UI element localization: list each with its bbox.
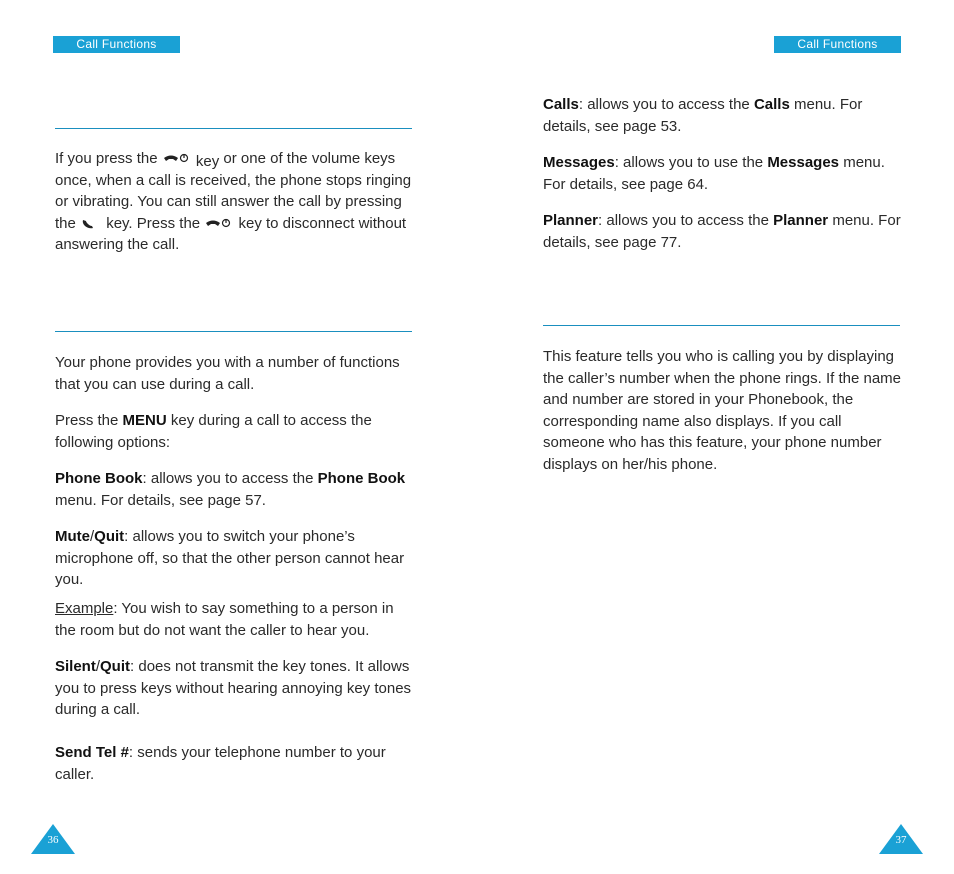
option-title: Send Tel # bbox=[55, 744, 129, 761]
option-title: Phone Book bbox=[55, 470, 143, 487]
reject-text: If you press the bbox=[55, 150, 158, 167]
end-power-key-icon bbox=[204, 218, 234, 230]
text: Press the bbox=[55, 412, 119, 429]
example-paragraph bbox=[55, 598, 415, 641]
page-number-right bbox=[879, 824, 923, 854]
key-label: key. bbox=[106, 214, 133, 232]
reject-text: Press the bbox=[136, 214, 201, 232]
option-phone-book bbox=[55, 468, 415, 511]
option-silent-quit: Silent/Quit: does not transmit the key tones. It allows you to press keys without hearing annoying key tones during a call. bbox=[55, 658, 412, 718]
send-key-icon bbox=[80, 218, 102, 230]
section-divider bbox=[55, 128, 412, 129]
text: : does not transmit the key tones. It allows you to press keys without hearing annoying key tones during a call. bbox=[55, 658, 412, 718]
options-intro: Your phone provides you with a number of functions that you can use during a call. bbox=[55, 354, 400, 393]
menu-key-paragraph bbox=[55, 410, 415, 453]
option-calls bbox=[543, 94, 903, 137]
option-title: Quit bbox=[94, 528, 125, 545]
section-divider bbox=[543, 325, 900, 326]
right-header-tab: Call Functions bbox=[774, 36, 901, 53]
reject-text: key to disconnect without answering the call. bbox=[55, 214, 407, 253]
option-send-tel bbox=[55, 742, 415, 785]
end-power-key-icon bbox=[162, 153, 192, 165]
menu-name: Planner bbox=[773, 212, 829, 229]
reject-call-paragraph bbox=[55, 148, 415, 256]
text: : You wish to say something to a person in the room but do not want the caller to hear you. bbox=[55, 600, 394, 639]
text: menu. For details, see page 77. bbox=[543, 212, 901, 251]
text: key during a call to access the following options: bbox=[55, 412, 372, 451]
text: : allows you to switch your phone’s microphone off, so that the other person cannot hear you. bbox=[55, 528, 405, 588]
example-label: Example bbox=[55, 600, 114, 617]
reject-text: or one of the volume keys once, when a call is received, the phone stops ringing or vibrating. You can still answer the call by pressing the bbox=[55, 150, 412, 232]
option-title: Messages bbox=[543, 154, 615, 171]
text: menu. For details, see page 57. bbox=[55, 491, 266, 509]
option-messages bbox=[543, 152, 903, 195]
menu-name: Calls bbox=[753, 96, 790, 113]
option-title: Silent bbox=[55, 658, 96, 675]
text: : allows you to access the bbox=[142, 470, 314, 487]
key-label: key bbox=[195, 153, 220, 170]
menu-name: Messages bbox=[767, 154, 840, 171]
option-mute-quit: Mute/Quit: allows you to switch your phone’s microphone off, so that the other person cannot hear you. bbox=[55, 528, 405, 588]
text: menu. For details, see page 53. bbox=[543, 96, 863, 135]
left-header-tab: Call Functions bbox=[53, 36, 180, 53]
page-number-left bbox=[31, 824, 75, 854]
text: : allows you to access the bbox=[598, 212, 769, 229]
text: : allows you to access the bbox=[578, 96, 750, 113]
caller-id-paragraph: This feature tells you who is calling you by displaying the caller’s number when the phone rings. If the name and number are stored in your Phonebook, the corresponding name also displays. If you call someone who has this feature, your phone number displays on her/his phone. bbox=[543, 348, 901, 473]
menu-name: Phone Book bbox=[317, 470, 406, 487]
section-divider bbox=[55, 331, 412, 332]
menu-key-label: MENU bbox=[122, 412, 167, 429]
page-number-text: 37 bbox=[895, 834, 907, 846]
text: : sends your telephone number to your caller. bbox=[55, 744, 386, 783]
option-title: Planner bbox=[543, 212, 599, 229]
option-title: Quit bbox=[100, 658, 131, 675]
option-title: Calls bbox=[543, 96, 579, 113]
text: menu. For details, see page 64. bbox=[543, 154, 885, 193]
text: : allows you to use the bbox=[614, 154, 764, 171]
option-planner bbox=[543, 210, 903, 253]
option-title: Mute bbox=[55, 528, 90, 545]
page-number-text: 36 bbox=[47, 834, 59, 846]
